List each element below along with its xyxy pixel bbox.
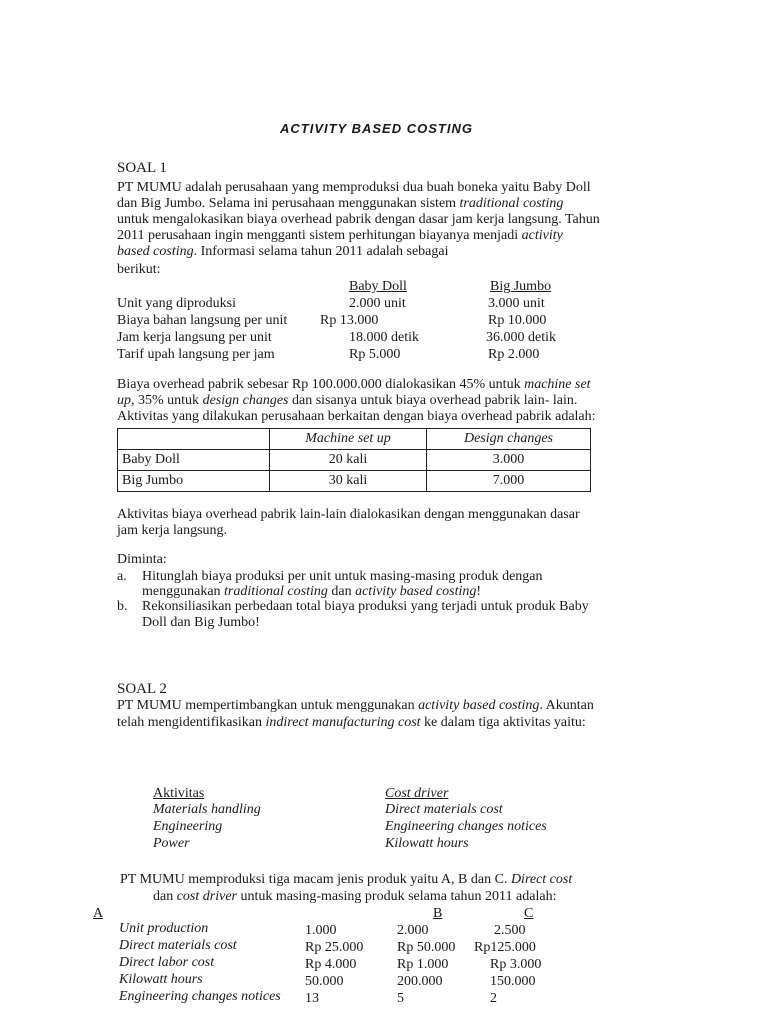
product-value-c: 2.500 (494, 923, 526, 938)
term-activity: activity (521, 228, 563, 243)
col-header-baby-doll: Baby Doll (349, 279, 407, 294)
overhead-activity-table (117, 428, 591, 492)
product-value-c: Rp 3.000 (490, 957, 542, 972)
product-row-label: Engineering changes notices (119, 989, 281, 1004)
diminta-label: Diminta: (117, 552, 167, 567)
question-a-line2 (142, 584, 481, 600)
product-value-a: 13 (305, 991, 319, 1006)
row-value: Rp 5.000 (349, 347, 401, 362)
product-value-c: Rp125.000 (474, 940, 536, 955)
product-value-b: 200.000 (397, 974, 443, 989)
soal1-p2-line1 (117, 377, 591, 393)
text: untuk masing-masing produk selama tahun 2011 adalah: (236, 889, 557, 904)
product-value-a: Rp 4.000 (305, 957, 357, 972)
table-header-cell: Machine set up (270, 429, 427, 450)
product-value-a: 1.000 (305, 923, 337, 938)
row-value: Rp 13.000 (320, 313, 379, 328)
text: . Informasi selama tahun 2011 adalah sebagai (193, 244, 449, 259)
text: ke dalam tiga aktivitas yaitu: (420, 715, 586, 730)
table-header-row (118, 429, 591, 450)
table-cell: 7.000 (427, 471, 591, 492)
row-label: Jam kerja langsung per unit (117, 330, 272, 345)
soal1-p3-line2: jam kerja langsung. (117, 523, 228, 538)
table-header-cell: Design changes (427, 429, 591, 450)
term-up: up (117, 393, 131, 408)
product-header-c: C (524, 906, 534, 921)
product-header-b: B (433, 906, 443, 921)
row-label: Tarif upah langsung per jam (117, 347, 275, 362)
term-activity-based-costing: activity based costing (355, 584, 477, 599)
soal1-p1-line1: PT MUMU adalah perusahaan yang memproduksi dua buah boneka yaitu Baby Doll (117, 180, 591, 195)
soal1-p1-line3: untuk mengalokasikan biaya overhead pabrik dengan dasar jam kerja langsung. Tahun (117, 212, 600, 227)
soal2-p1-line1 (117, 698, 594, 714)
activity-name: Engineering (153, 819, 223, 834)
table-row (118, 450, 591, 471)
text: PT MUMU memproduksi tiga macam jenis produk yaitu A, B dan C. (120, 872, 511, 887)
text: . Akuntan (539, 698, 594, 713)
product-value-c: 2 (490, 991, 497, 1006)
soal2-heading: SOAL 2 (117, 681, 167, 697)
soal1-p2-line3: Aktivitas yang dilakukan perusahaan berkaitan dengan biaya overhead pabrik adalah: (117, 409, 596, 424)
text: dan sisanya untuk biaya overhead pabrik lain- lain. (288, 393, 578, 408)
table-cell: 3.000 (427, 450, 591, 471)
question-b-line1: Rekonsiliasikan perbedaan total biaya produksi yang terjadi untuk produk Baby (142, 599, 589, 614)
question-b-line2: Doll dan Big Jumbo! (142, 615, 260, 630)
activity-name: Materials handling (153, 802, 261, 817)
table-header-cell (118, 429, 270, 450)
cost-driver-name: Direct materials cost (385, 802, 503, 817)
soal1-heading: SOAL 1 (117, 160, 167, 176)
term-traditional-costing: traditional costing (224, 584, 328, 599)
text: 2011 perusahaan ingin mengganti sistem perhitungan biayanya menjadi (117, 228, 522, 243)
row-label: Biaya bahan langsung per unit (117, 313, 288, 328)
term-traditional-costing: traditional costing (459, 196, 564, 211)
text: , 35% untuk (131, 393, 203, 408)
document-title: ACTIVITY BASED COSTING (280, 121, 473, 136)
text: dan (327, 584, 356, 599)
product-value-c: 150.000 (490, 974, 536, 989)
text: telah mengidentifikasikan (117, 715, 266, 730)
soal1-p1-line4 (117, 228, 563, 244)
activity-name: Power (153, 836, 190, 851)
product-row-label: Unit production (119, 921, 209, 936)
soal1-p1-line2 (117, 196, 563, 212)
text: menggunakan (142, 584, 225, 599)
term-design-changes: design changes (202, 393, 289, 408)
product-header-a: A (93, 906, 104, 921)
product-value-b: 5 (397, 991, 404, 1006)
term-based-costing: based costing (117, 244, 194, 259)
cost-driver-name: Kilowatt hours (385, 836, 469, 851)
text: dan (153, 889, 177, 904)
table-cell: 30 kali (270, 471, 427, 492)
product-row-label: Direct labor cost (119, 955, 215, 970)
product-value-a: Rp 25.000 (305, 940, 364, 955)
text: ! (476, 584, 482, 599)
cost-driver-header: Cost driver (385, 786, 449, 801)
term-direct-cost: Direct cost (510, 872, 573, 887)
product-value-b: Rp 50.000 (397, 940, 456, 955)
product-row-label: Direct materials cost (119, 938, 237, 953)
text: dan Big Jumbo. Selama ini perusahaan menggunakan sistem (117, 196, 460, 211)
list-marker-b: b. (117, 599, 128, 614)
table-cell: Baby Doll (118, 450, 270, 471)
soal1-p1-line5 (117, 244, 449, 260)
row-value: 36.000 detik (486, 330, 556, 345)
activity-header: Aktivitas (153, 786, 205, 801)
text: PT MUMU mempertimbangkan untuk menggunakan (117, 698, 419, 713)
row-value: 18.000 detik (349, 330, 419, 345)
table-cell: 20 kali (270, 450, 427, 471)
soal2-p1-line2 (117, 715, 586, 731)
term-activity-based-costing: activity based costing (418, 698, 540, 713)
col-header-big-jumbo: Big Jumbo (490, 279, 552, 294)
product-value-b: Rp 1.000 (397, 957, 449, 972)
row-value: Rp 2.000 (488, 347, 540, 362)
product-row-label: Kilowatt hours (119, 972, 203, 987)
row-label: Unit yang diproduksi (117, 296, 236, 311)
row-value: Rp 10.000 (488, 313, 547, 328)
soal1-p1-line6: berikut: (117, 262, 161, 277)
term-cost-driver: cost driver (176, 889, 237, 904)
list-marker-a: a. (117, 569, 127, 584)
table-cell: Big Jumbo (118, 471, 270, 492)
soal2-p2-line1 (120, 872, 572, 888)
row-value: 3.000 unit (488, 296, 545, 311)
table-row (118, 471, 591, 492)
row-value: 2.000 unit (349, 296, 406, 311)
question-a-line1: Hitunglah biaya produksi per unit untuk masing-masing produk dengan (142, 569, 543, 584)
soal1-p2-line2 (117, 393, 577, 409)
product-value-a: 50.000 (305, 974, 344, 989)
soal1-p3-line1: Aktivitas biaya overhead pabrik lain-lain dialokasikan dengan menggunakan dasar (117, 507, 580, 522)
term-machine-set: machine set (524, 377, 591, 392)
product-value-b: 2.000 (397, 923, 429, 938)
term-indirect-manufacturing-cost: indirect manufacturing cost (265, 715, 421, 730)
soal2-p2-line2 (153, 889, 556, 905)
text: Biaya overhead pabrik sebesar Rp 100.000.000 dialokasikan 45% untuk (117, 377, 525, 392)
cost-driver-name: Engineering changes notices (385, 819, 547, 834)
